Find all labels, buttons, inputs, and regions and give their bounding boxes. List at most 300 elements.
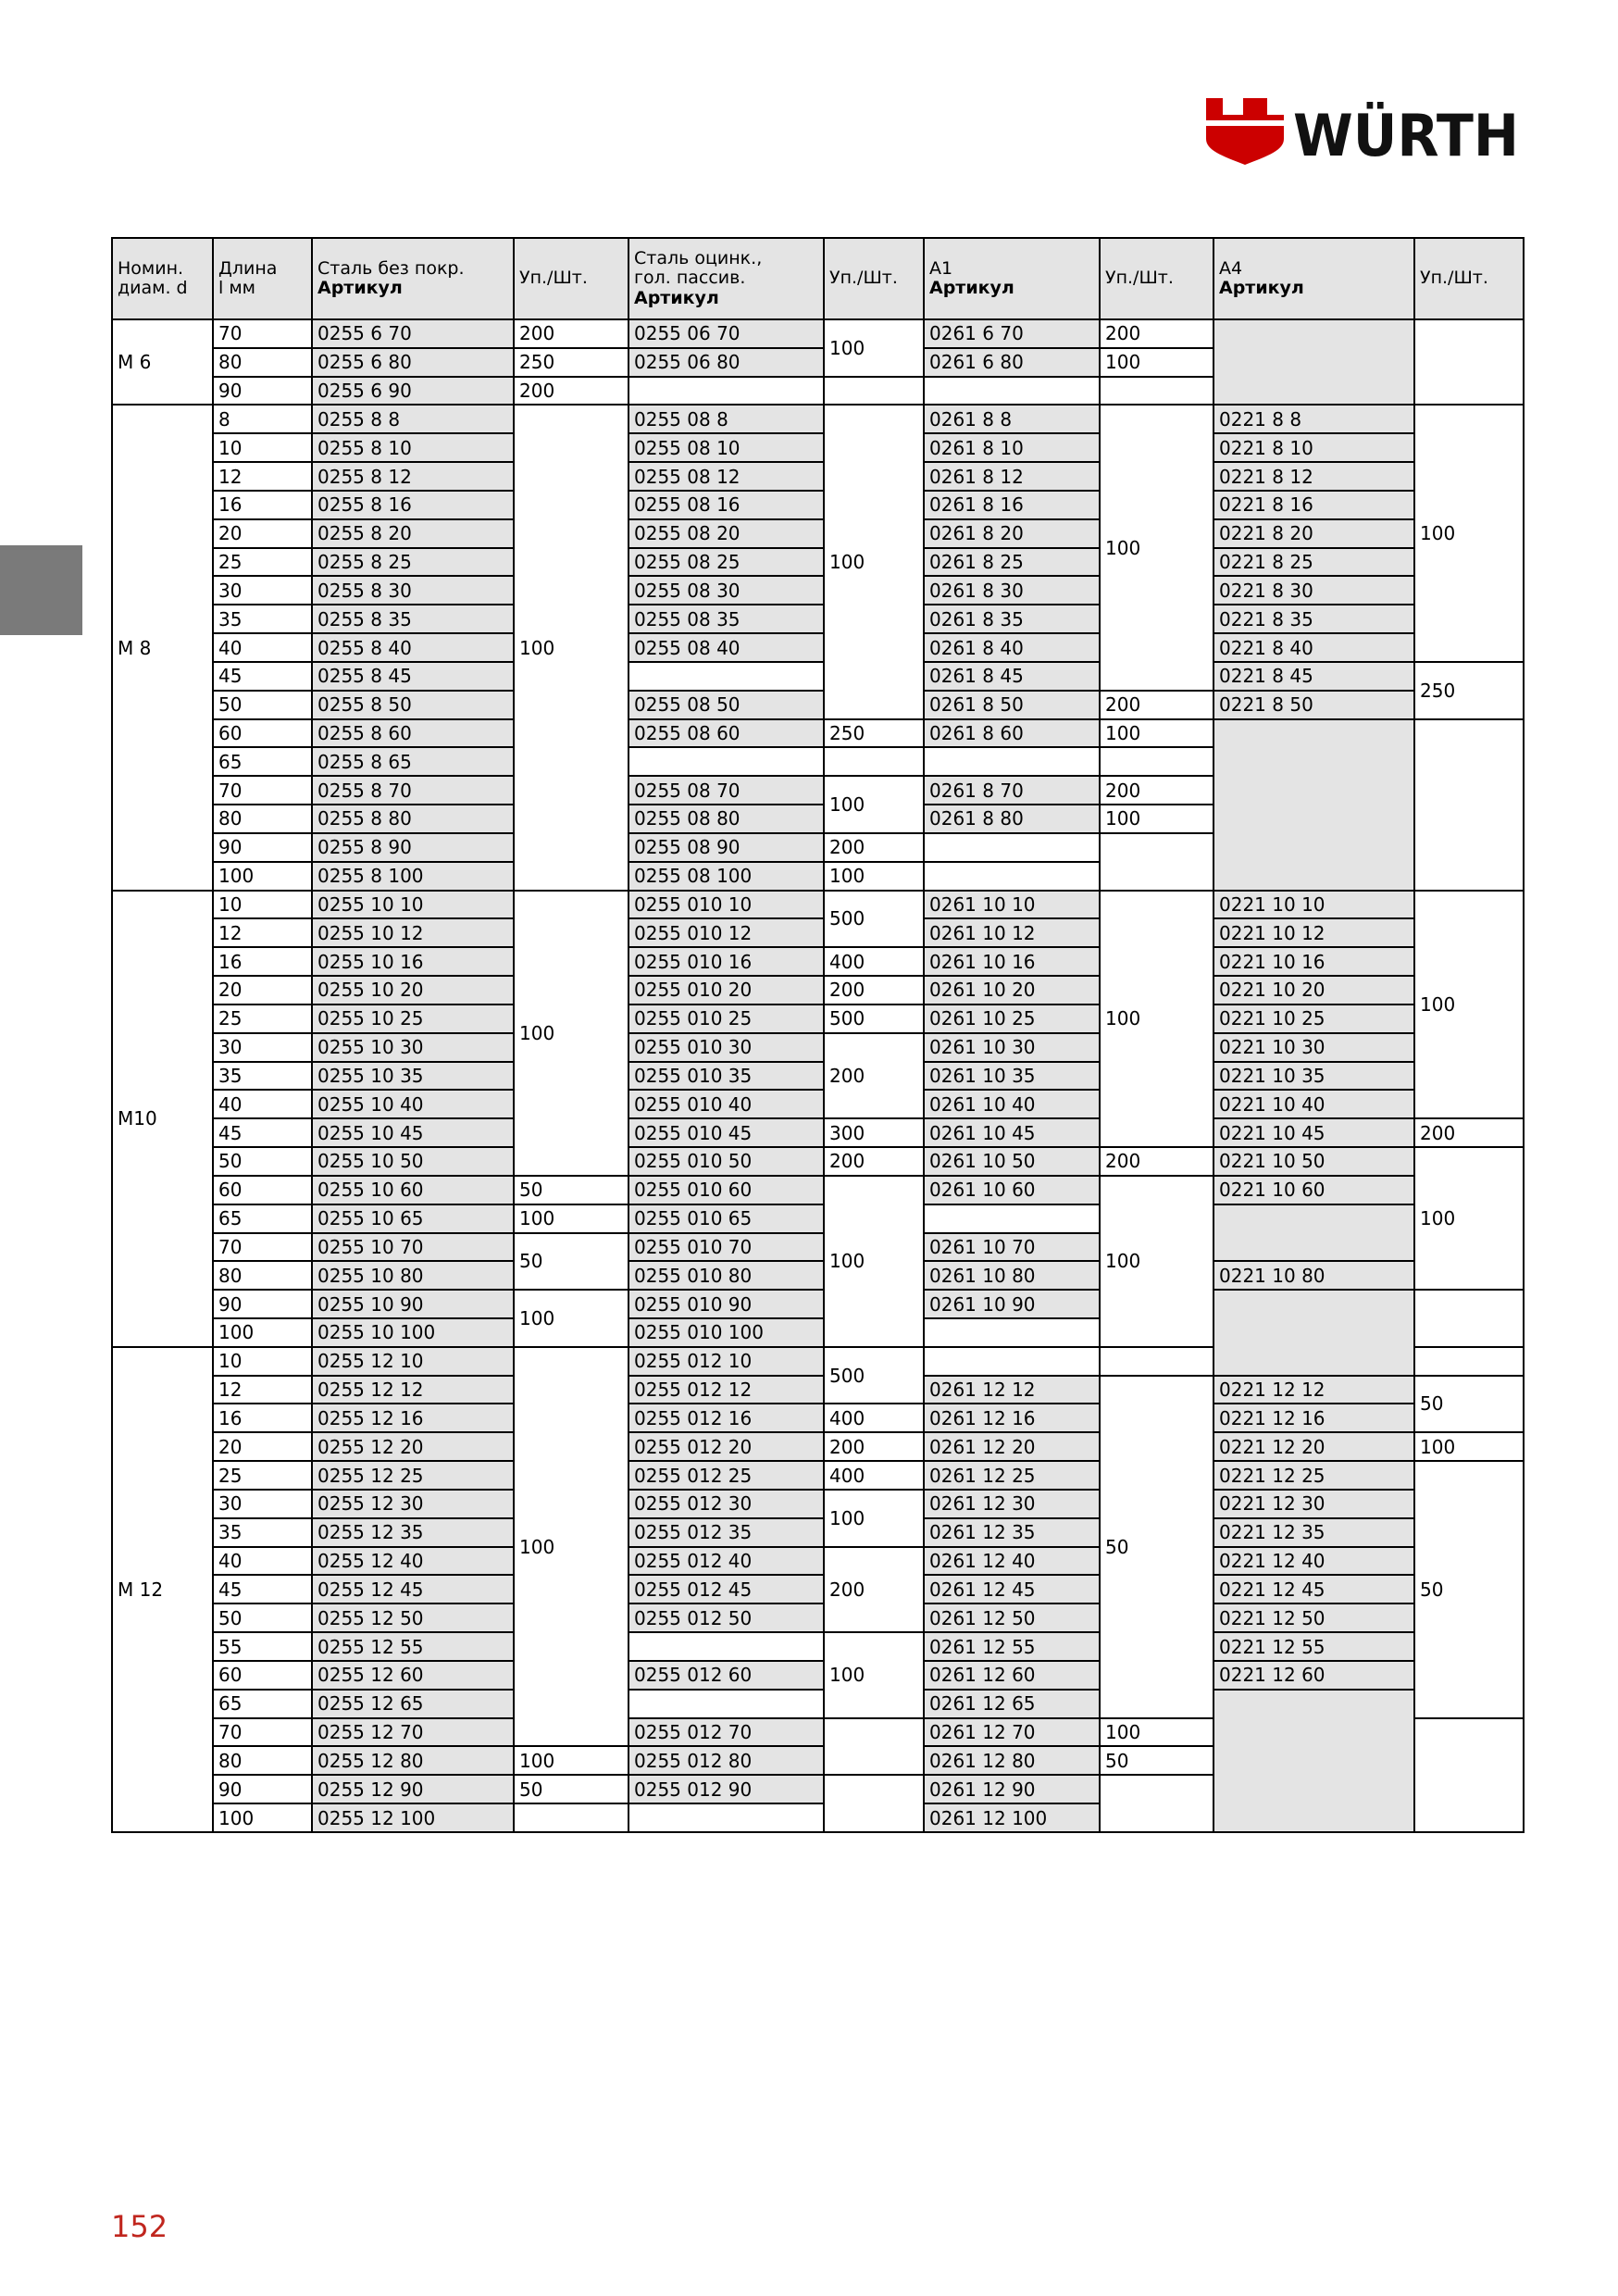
length-cell: 80 (213, 348, 312, 377)
a1-article-cell: 0261 12 12 (924, 1376, 1100, 1404)
steel-article-cell: 0255 12 100 (312, 1803, 514, 1832)
a1-article-cell: 0261 10 25 (924, 1004, 1100, 1033)
length-cell: 10 (213, 1347, 312, 1376)
a4-article-cell (1214, 1290, 1414, 1375)
length-cell: 16 (213, 1404, 312, 1432)
steel-article-cell: 0255 12 45 (312, 1575, 514, 1603)
a1-article-cell: 0261 8 20 (924, 519, 1100, 548)
pack-qty-cell (1414, 1718, 1524, 1832)
length-cell: 25 (213, 1004, 312, 1033)
galv-article-cell: 0255 06 70 (629, 319, 824, 348)
steel-article-cell: 0255 8 16 (312, 491, 514, 519)
a4-article-cell: 0221 8 30 (1214, 576, 1414, 605)
a1-article-cell: 0261 10 70 (924, 1233, 1100, 1262)
a1-article-cell (924, 747, 1100, 776)
steel-article-cell: 0255 8 40 (312, 633, 514, 662)
a1-article-cell (924, 833, 1100, 862)
pack-qty-cell (824, 1775, 924, 1832)
table-row (112, 976, 1524, 1004)
steel-article-cell: 0255 12 30 (312, 1490, 514, 1518)
pack-qty-cell: 100 (1100, 348, 1214, 377)
galv-article-cell (629, 1632, 824, 1661)
pack-qty-cell: 100 (1414, 891, 1524, 1119)
steel-article-cell: 0255 10 30 (312, 1033, 514, 1062)
a1-article-cell: 0261 8 60 (924, 719, 1100, 748)
length-cell: 40 (213, 633, 312, 662)
galv-article-cell: 0255 08 90 (629, 833, 824, 862)
a1-article-cell: 0261 12 25 (924, 1461, 1100, 1490)
steel-article-cell: 0255 12 25 (312, 1461, 514, 1490)
length-cell: 40 (213, 1090, 312, 1118)
a4-article-cell: 0221 12 30 (1214, 1490, 1414, 1518)
pack-qty-cell: 400 (824, 1461, 924, 1490)
steel-article-cell: 0255 6 80 (312, 348, 514, 377)
a1-article-cell: 0261 12 90 (924, 1775, 1100, 1803)
steel-article-cell: 0255 8 45 (312, 662, 514, 691)
steel-article-cell: 0255 12 70 (312, 1718, 514, 1747)
a1-article-cell: 0261 12 16 (924, 1404, 1100, 1432)
steel-article-cell: 0255 10 80 (312, 1261, 514, 1290)
length-cell: 12 (213, 462, 312, 491)
pack-qty-cell (1414, 319, 1524, 405)
galv-article-cell: 0255 012 70 (629, 1718, 824, 1747)
a1-article-cell: 0261 10 20 (924, 976, 1100, 1004)
pack-qty-cell: 400 (824, 947, 924, 976)
galv-article-cell (629, 1803, 824, 1832)
length-cell: 80 (213, 805, 312, 833)
galv-article-cell: 0255 08 60 (629, 719, 824, 748)
pack-qty-cell: 200 (514, 319, 629, 348)
steel-article-cell: 0255 8 8 (312, 405, 514, 433)
table-row (112, 605, 1524, 633)
galv-article-cell: 0255 012 30 (629, 1490, 824, 1518)
a1-article-cell: 0261 8 35 (924, 605, 1100, 633)
length-cell: 35 (213, 605, 312, 633)
a1-article-cell: 0261 6 70 (924, 319, 1100, 348)
steel-article-cell: 0255 8 60 (312, 719, 514, 748)
table-row (112, 947, 1524, 976)
length-cell: 80 (213, 1261, 312, 1290)
galv-article-cell: 0255 010 12 (629, 918, 824, 947)
a4-article-cell (1214, 319, 1414, 405)
steel-article-cell: 0255 10 25 (312, 1004, 514, 1033)
pack-qty-cell: 200 (824, 1547, 924, 1632)
length-cell: 100 (213, 1803, 312, 1832)
pack-qty-cell: 100 (824, 319, 924, 377)
galv-article-cell: 0255 012 10 (629, 1347, 824, 1376)
pack-qty-cell: 100 (1414, 1147, 1524, 1290)
steel-article-cell: 0255 12 60 (312, 1661, 514, 1690)
length-cell: 90 (213, 1775, 312, 1803)
a1-article-cell: 0261 10 35 (924, 1062, 1100, 1091)
table-row (112, 1432, 1524, 1461)
a4-article-cell: 0221 8 50 (1214, 691, 1414, 719)
length-cell: 20 (213, 519, 312, 548)
galv-article-cell: 0255 08 16 (629, 491, 824, 519)
a4-article-cell: 0221 10 40 (1214, 1090, 1414, 1118)
table-row (112, 548, 1524, 577)
galv-article-cell: 0255 010 35 (629, 1062, 824, 1091)
galv-article-cell: 0255 010 16 (629, 947, 824, 976)
steel-article-cell: 0255 10 60 (312, 1176, 514, 1204)
a4-article-cell: 0221 12 55 (1214, 1632, 1414, 1661)
table-row (112, 1661, 1524, 1690)
pack-qty-cell: 100 (514, 405, 629, 890)
steel-article-cell: 0255 8 80 (312, 805, 514, 833)
a1-article-cell: 0261 12 70 (924, 1718, 1100, 1747)
pack-qty-cell: 250 (1414, 662, 1524, 719)
header-row (112, 238, 1524, 319)
a1-article-cell: 0261 8 30 (924, 576, 1100, 605)
table-row (112, 1204, 1524, 1233)
galv-article-cell: 0255 010 90 (629, 1290, 824, 1318)
a1-article-cell: 0261 12 60 (924, 1661, 1100, 1690)
length-cell: 100 (213, 1318, 312, 1347)
a1-article-cell: 0261 8 80 (924, 805, 1100, 833)
header-pack-1: Уп./Шт. (514, 238, 629, 319)
pack-qty-cell: 100 (1100, 405, 1214, 690)
length-cell: 70 (213, 319, 312, 348)
a4-article-cell: 0221 8 12 (1214, 462, 1414, 491)
a4-article-cell: 0221 8 16 (1214, 491, 1414, 519)
header-a4: A4 Артикул (1214, 238, 1414, 319)
pack-qty-cell: 100 (514, 1290, 629, 1347)
length-cell: 25 (213, 1461, 312, 1490)
table-row (112, 1176, 1524, 1204)
a1-article-cell: 0261 8 40 (924, 633, 1100, 662)
a1-article-cell: 0261 10 60 (924, 1176, 1100, 1204)
table-row (112, 1518, 1524, 1547)
pack-qty-cell (1100, 1347, 1214, 1376)
steel-article-cell: 0255 10 12 (312, 918, 514, 947)
nominal-diameter-cell: M 6 (112, 319, 213, 405)
pack-qty-cell: 250 (514, 348, 629, 377)
a4-article-cell: 0221 10 10 (1214, 891, 1414, 919)
pack-qty-cell (1414, 1347, 1524, 1376)
steel-article-cell: 0255 12 55 (312, 1632, 514, 1661)
a4-article-cell: 0221 10 35 (1214, 1062, 1414, 1091)
steel-article-cell: 0255 12 35 (312, 1518, 514, 1547)
logo-wordmark: WÜRTH (1293, 102, 1519, 165)
a4-article-cell: 0221 12 60 (1214, 1661, 1414, 1690)
pack-qty-cell: 400 (824, 1404, 924, 1432)
header-pack-4: Уп./Шт. (1414, 238, 1524, 319)
pack-qty-cell: 100 (1100, 891, 1214, 1147)
pack-qty-cell: 50 (1100, 1376, 1214, 1718)
a4-article-cell: 0221 8 25 (1214, 548, 1414, 577)
steel-article-cell: 0255 10 65 (312, 1204, 514, 1233)
steel-article-cell: 0255 12 50 (312, 1603, 514, 1632)
length-cell: 100 (213, 862, 312, 891)
galv-article-cell: 0255 010 80 (629, 1261, 824, 1290)
pack-qty-cell (824, 377, 924, 406)
galv-article-cell: 0255 010 100 (629, 1318, 824, 1347)
table-row (112, 633, 1524, 662)
length-cell: 16 (213, 491, 312, 519)
table-row (112, 319, 1524, 348)
pack-qty-cell: 100 (824, 776, 924, 833)
pack-qty-cell: 100 (514, 1746, 629, 1775)
pack-qty-cell: 100 (1100, 719, 1214, 748)
a4-article-cell: 0221 12 35 (1214, 1518, 1414, 1547)
galv-article-cell: 0255 012 16 (629, 1404, 824, 1432)
pack-qty-cell (824, 747, 924, 776)
length-cell: 60 (213, 1661, 312, 1690)
a1-article-cell (924, 862, 1100, 891)
pack-qty-cell: 200 (824, 976, 924, 1004)
table-row (112, 1490, 1524, 1518)
galv-article-cell (629, 377, 824, 406)
table-row (112, 1603, 1524, 1632)
length-cell: 70 (213, 1233, 312, 1262)
table-row (112, 462, 1524, 491)
table-row (112, 662, 1524, 691)
a4-article-cell: 0221 12 45 (1214, 1575, 1414, 1603)
pack-qty-cell: 100 (824, 1490, 924, 1547)
table-row (112, 918, 1524, 947)
length-cell: 20 (213, 1432, 312, 1461)
a1-article-cell: 0261 10 40 (924, 1090, 1100, 1118)
length-cell: 60 (213, 719, 312, 748)
a1-article-cell (924, 1347, 1100, 1376)
galv-article-cell (629, 662, 824, 691)
length-cell: 30 (213, 576, 312, 605)
length-cell: 12 (213, 918, 312, 947)
a1-article-cell: 0261 12 80 (924, 1746, 1100, 1775)
nominal-diameter-cell: M 12 (112, 1347, 213, 1832)
pack-qty-cell: 250 (824, 719, 924, 748)
galv-article-cell: 0255 08 50 (629, 691, 824, 719)
galv-article-cell: 0255 010 10 (629, 891, 824, 919)
table-row (112, 1033, 1524, 1062)
steel-article-cell: 0255 12 10 (312, 1347, 514, 1376)
a4-article-cell: 0221 8 10 (1214, 433, 1414, 462)
a4-article-cell: 0221 10 80 (1214, 1261, 1414, 1290)
steel-article-cell: 0255 6 90 (312, 377, 514, 406)
header-pack-3: Уп./Шт. (1100, 238, 1214, 319)
galv-article-cell (629, 747, 824, 776)
steel-article-cell: 0255 12 90 (312, 1775, 514, 1803)
a1-article-cell: 0261 8 8 (924, 405, 1100, 433)
galv-article-cell: 0255 08 30 (629, 576, 824, 605)
galv-article-cell: 0255 08 12 (629, 462, 824, 491)
steel-article-cell: 0255 10 45 (312, 1118, 514, 1147)
table-row (112, 1575, 1524, 1603)
galv-article-cell: 0255 012 80 (629, 1746, 824, 1775)
pack-qty-cell (1100, 377, 1214, 406)
length-cell: 20 (213, 976, 312, 1004)
a4-article-cell: 0221 10 20 (1214, 976, 1414, 1004)
table-row (112, 1290, 1524, 1318)
pack-qty-cell (1414, 719, 1524, 891)
steel-article-cell: 0255 8 12 (312, 462, 514, 491)
table-row (112, 1261, 1524, 1290)
steel-article-cell: 0255 8 70 (312, 776, 514, 805)
length-cell: 90 (213, 833, 312, 862)
a4-article-cell: 0221 10 30 (1214, 1033, 1414, 1062)
steel-article-cell: 0255 8 25 (312, 548, 514, 577)
length-cell: 45 (213, 662, 312, 691)
length-cell: 45 (213, 1575, 312, 1603)
galv-article-cell: 0255 010 65 (629, 1204, 824, 1233)
galv-article-cell: 0255 012 35 (629, 1518, 824, 1547)
a4-article-cell: 0221 10 50 (1214, 1147, 1414, 1176)
galv-article-cell: 0255 08 25 (629, 548, 824, 577)
length-cell: 35 (213, 1062, 312, 1091)
length-cell: 12 (213, 1376, 312, 1404)
a1-article-cell: 0261 12 30 (924, 1490, 1100, 1518)
pack-qty-cell: 50 (1100, 1746, 1214, 1775)
a1-article-cell: 0261 12 100 (924, 1803, 1100, 1832)
pack-qty-cell: 300 (824, 1118, 924, 1147)
length-cell: 55 (213, 1632, 312, 1661)
galv-article-cell: 0255 012 50 (629, 1603, 824, 1632)
table-row (112, 1090, 1524, 1118)
length-cell: 45 (213, 1118, 312, 1147)
pack-qty-cell: 100 (1100, 1176, 1214, 1347)
galv-article-cell: 0255 012 90 (629, 1775, 824, 1803)
header-nominal-diameter: Номин. диам. d (112, 238, 213, 319)
galv-article-cell (629, 1690, 824, 1718)
pack-qty-cell: 200 (824, 833, 924, 862)
length-cell: 70 (213, 1718, 312, 1747)
chapter-tab (0, 545, 82, 635)
galv-article-cell: 0255 08 100 (629, 862, 824, 891)
a1-article-cell: 0261 12 45 (924, 1575, 1100, 1603)
table-row (112, 1547, 1524, 1576)
length-cell: 16 (213, 947, 312, 976)
galv-article-cell: 0255 010 50 (629, 1147, 824, 1176)
galv-article-cell: 0255 06 80 (629, 348, 824, 377)
a4-article-cell: 0221 8 40 (1214, 633, 1414, 662)
steel-article-cell: 0255 12 80 (312, 1746, 514, 1775)
galv-article-cell: 0255 012 12 (629, 1376, 824, 1404)
a1-article-cell: 0261 10 90 (924, 1290, 1100, 1318)
pack-qty-cell: 50 (514, 1176, 629, 1204)
table-row (112, 1004, 1524, 1033)
galv-article-cell: 0255 010 20 (629, 976, 824, 1004)
pack-qty-cell: 200 (1100, 776, 1214, 805)
pack-qty-cell: 50 (514, 1775, 629, 1803)
pack-qty-cell (1100, 833, 1214, 891)
a4-article-cell (1214, 1204, 1414, 1262)
table-row (112, 576, 1524, 605)
a1-article-cell: 0261 12 40 (924, 1547, 1100, 1576)
a1-article-cell: 0261 8 25 (924, 548, 1100, 577)
length-cell: 30 (213, 1033, 312, 1062)
header-steel: Сталь без покр. Артикул (312, 238, 514, 319)
pack-qty-cell: 100 (824, 405, 924, 718)
a1-article-cell: 0261 10 45 (924, 1118, 1100, 1147)
galv-article-cell: 0255 012 25 (629, 1461, 824, 1490)
pack-qty-cell: 500 (824, 1004, 924, 1033)
pack-qty-cell: 200 (824, 1432, 924, 1461)
a4-article-cell: 0221 12 40 (1214, 1547, 1414, 1576)
pack-qty-cell: 100 (514, 1204, 629, 1233)
steel-article-cell: 0255 10 100 (312, 1318, 514, 1347)
a4-article-cell: 0221 12 16 (1214, 1404, 1414, 1432)
a1-article-cell: 0261 8 12 (924, 462, 1100, 491)
a1-article-cell: 0261 6 80 (924, 348, 1100, 377)
pack-qty-cell: 200 (1100, 1147, 1214, 1176)
length-cell: 25 (213, 548, 312, 577)
pack-qty-cell (1100, 747, 1214, 776)
length-cell: 8 (213, 405, 312, 433)
pack-qty-cell (824, 1718, 924, 1776)
a1-article-cell: 0261 10 12 (924, 918, 1100, 947)
table-row (112, 1461, 1524, 1490)
length-cell: 80 (213, 1746, 312, 1775)
pack-qty-cell (1414, 1290, 1524, 1347)
steel-article-cell: 0255 10 35 (312, 1062, 514, 1091)
steel-article-cell: 0255 8 50 (312, 691, 514, 719)
a1-article-cell (924, 1204, 1100, 1233)
steel-article-cell: 0255 12 65 (312, 1690, 514, 1718)
steel-article-cell: 0255 10 90 (312, 1290, 514, 1318)
length-cell: 90 (213, 377, 312, 406)
steel-article-cell: 0255 12 12 (312, 1376, 514, 1404)
steel-article-cell: 0255 12 16 (312, 1404, 514, 1432)
galv-article-cell: 0255 012 60 (629, 1661, 824, 1690)
length-cell: 40 (213, 1547, 312, 1576)
pack-qty-cell: 50 (514, 1233, 629, 1291)
table-row (112, 1632, 1524, 1661)
pack-qty-cell: 100 (1414, 1432, 1524, 1461)
a1-article-cell: 0261 12 20 (924, 1432, 1100, 1461)
steel-article-cell: 0255 10 70 (312, 1233, 514, 1262)
header-pack-2: Уп./Шт. (824, 238, 924, 319)
a4-article-cell: 0221 12 25 (1214, 1461, 1414, 1490)
page-number: 152 (111, 2209, 168, 2244)
a4-article-cell: 0221 8 45 (1214, 662, 1414, 691)
length-cell: 60 (213, 1176, 312, 1204)
galv-article-cell: 0255 08 10 (629, 433, 824, 462)
pack-qty-cell: 50 (1414, 1461, 1524, 1717)
steel-article-cell: 0255 12 20 (312, 1432, 514, 1461)
steel-article-cell: 0255 10 40 (312, 1090, 514, 1118)
table-row (112, 719, 1524, 748)
galv-article-cell: 0255 010 40 (629, 1090, 824, 1118)
a4-article-cell: 0221 10 45 (1214, 1118, 1414, 1147)
a4-article-cell: 0221 8 35 (1214, 605, 1414, 633)
steel-article-cell: 0255 10 10 (312, 891, 514, 919)
length-cell: 10 (213, 433, 312, 462)
a1-article-cell (924, 1318, 1100, 1347)
pack-qty-cell: 100 (514, 1347, 629, 1747)
pack-qty-cell: 100 (1414, 405, 1524, 661)
table-row (112, 1062, 1524, 1091)
a1-article-cell: 0261 8 10 (924, 433, 1100, 462)
pack-qty-cell: 100 (824, 1176, 924, 1347)
pack-qty-cell: 500 (824, 1347, 924, 1404)
length-cell: 30 (213, 1490, 312, 1518)
galv-article-cell: 0255 08 20 (629, 519, 824, 548)
steel-article-cell: 0255 8 10 (312, 433, 514, 462)
table-row (112, 519, 1524, 548)
wurth-logo (1206, 98, 1521, 165)
length-cell: 50 (213, 1603, 312, 1632)
pack-qty-cell: 200 (1414, 1118, 1524, 1147)
galv-article-cell: 0255 012 40 (629, 1547, 824, 1576)
a4-article-cell: 0221 12 20 (1214, 1432, 1414, 1461)
pack-qty-cell: 200 (824, 1033, 924, 1118)
pack-qty-cell: 200 (1100, 319, 1214, 348)
length-cell: 90 (213, 1290, 312, 1318)
steel-article-cell: 0255 8 20 (312, 519, 514, 548)
a4-article-cell: 0221 8 8 (1214, 405, 1414, 433)
steel-article-cell: 0255 10 16 (312, 947, 514, 976)
galv-article-cell: 0255 010 30 (629, 1033, 824, 1062)
